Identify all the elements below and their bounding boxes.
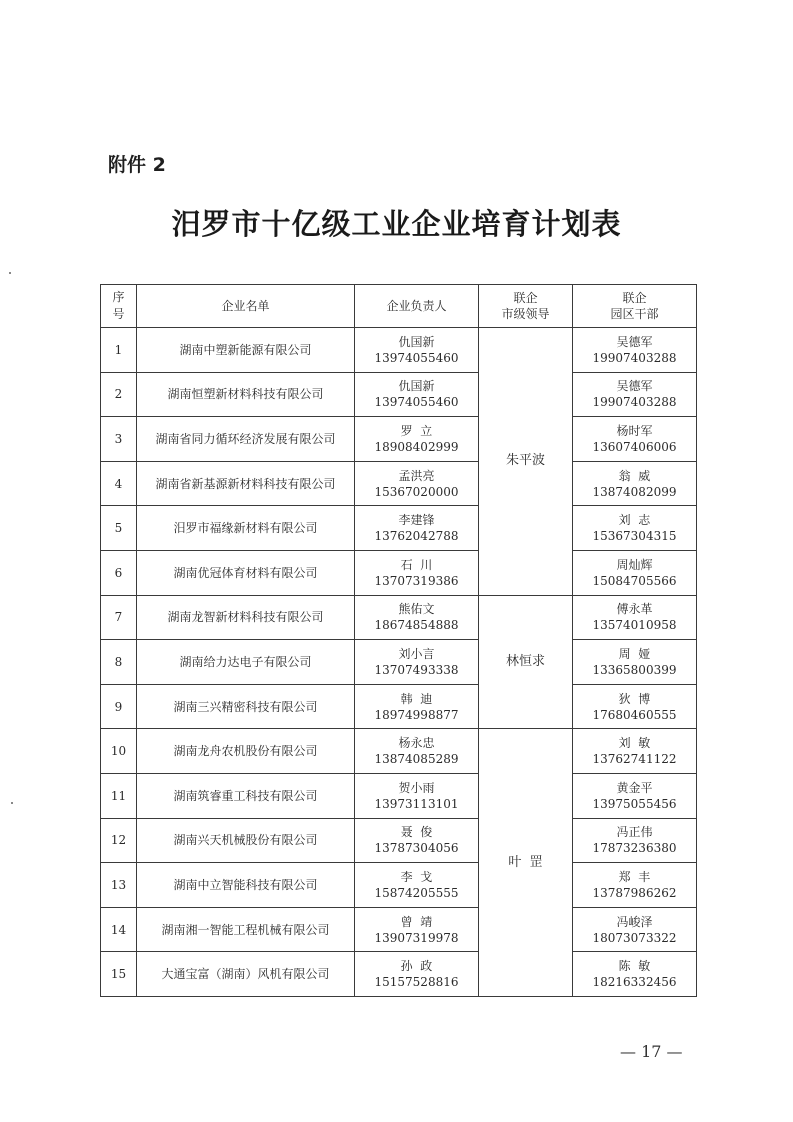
document-title: 汨罗市十亿级工业企业培育计划表 — [171, 207, 622, 241]
cadre-phone: 13574010958 — [592, 618, 677, 633]
company-head — [355, 461, 479, 506]
head-phone: 13707493338 — [374, 662, 459, 677]
row-number: 14 — [101, 907, 137, 952]
company-name: 湖南三兴精密科技有限公司 — [137, 684, 355, 729]
row-number: 10 — [101, 729, 137, 774]
company-head — [355, 729, 479, 774]
col-header-no — [101, 285, 137, 328]
park-cadre — [573, 417, 697, 462]
company-head — [355, 328, 479, 373]
park-cadre — [573, 684, 697, 729]
cadre-name: 冯峻泽 — [616, 914, 653, 929]
cadre-phone: 13762741122 — [592, 752, 677, 767]
head-phone: 13974055460 — [374, 350, 459, 365]
company-head — [355, 952, 479, 997]
table-body — [101, 328, 697, 997]
company-head — [355, 595, 479, 640]
row-number: 6 — [101, 550, 137, 595]
col-header-cadre-line1: 联企 — [622, 291, 647, 305]
city-leader: 林恒求 — [479, 595, 573, 729]
company-name: 湖南中塑新能源有限公司 — [137, 328, 355, 373]
head-name: 曾 靖 — [400, 914, 433, 929]
col-header-company: 企业名单 — [137, 285, 355, 328]
row-number: 8 — [101, 640, 137, 685]
company-head — [355, 506, 479, 551]
park-cadre — [573, 952, 697, 997]
cadre-phone: 13365800399 — [592, 662, 677, 677]
cadre-name: 郑 丰 — [618, 869, 651, 884]
company-head — [355, 907, 479, 952]
park-cadre — [573, 729, 697, 774]
head-phone: 13874085289 — [374, 752, 459, 767]
company-head — [355, 417, 479, 462]
col-header-leader-line2: 市级领导 — [501, 307, 550, 321]
cadre-name: 冯正伟 — [616, 825, 653, 840]
row-number: 12 — [101, 818, 137, 863]
head-name: 聂 俊 — [400, 825, 433, 840]
park-cadre — [573, 640, 697, 685]
cadre-phone: 13874082099 — [592, 484, 677, 499]
company-name: 湖南中立智能科技有限公司 — [137, 863, 355, 908]
company-name: 湖南优冠体育材料有限公司 — [137, 550, 355, 595]
head-name: 贺小雨 — [398, 780, 435, 795]
cadre-name: 杨时军 — [616, 423, 653, 438]
head-name: 仇国新 — [398, 334, 435, 349]
company-name: 湖南龙舟农机股份有限公司 — [137, 729, 355, 774]
row-number: 9 — [101, 684, 137, 729]
table-row — [101, 506, 697, 551]
company-head — [355, 550, 479, 595]
cadre-name: 刘 志 — [618, 513, 651, 528]
cadre-name: 傅永革 — [616, 602, 653, 617]
company-head — [355, 773, 479, 818]
head-name: 仇国新 — [398, 379, 435, 394]
company-head — [355, 818, 479, 863]
col-header-no-text: 序号 — [112, 290, 125, 321]
company-head — [355, 684, 479, 729]
scan-speck — [11, 802, 13, 804]
company-head — [355, 640, 479, 685]
cadre-phone: 17680460555 — [592, 707, 677, 722]
table-row — [101, 328, 697, 373]
cadre-phone: 17873236380 — [592, 841, 677, 856]
cadre-phone: 13607406006 — [592, 439, 677, 454]
row-number: 3 — [101, 417, 137, 462]
row-number: 15 — [101, 952, 137, 997]
city-leader: 朱平波 — [479, 328, 573, 596]
head-name: 熊佑文 — [398, 602, 435, 617]
table-row — [101, 595, 697, 640]
cadre-name: 周 娅 — [618, 646, 651, 661]
col-header-cadre-line2: 园区干部 — [610, 307, 659, 321]
park-cadre — [573, 506, 697, 551]
table-row — [101, 461, 697, 506]
row-number: 2 — [101, 372, 137, 417]
park-cadre — [573, 863, 697, 908]
table-header — [101, 285, 697, 328]
park-cadre — [573, 773, 697, 818]
cadre-phone: 13975055456 — [592, 796, 677, 811]
table-row — [101, 372, 697, 417]
cadre-name: 吴德军 — [616, 334, 653, 349]
table-row — [101, 952, 697, 997]
company-name: 湖南恒塑新材料科技有限公司 — [137, 372, 355, 417]
col-header-head: 企业负责人 — [355, 285, 479, 328]
attachment-label: 附件 2 — [108, 154, 166, 176]
table-row — [101, 907, 697, 952]
company-head — [355, 863, 479, 908]
plan-table — [100, 284, 697, 997]
head-phone: 13974055460 — [374, 395, 459, 410]
col-header-cadre — [573, 285, 697, 328]
company-name: 湖南省新基源新材料科技有限公司 — [137, 461, 355, 506]
cadre-name: 周灿辉 — [616, 557, 653, 572]
park-cadre — [573, 550, 697, 595]
page-number: — 17 — — [620, 1042, 683, 1061]
head-name: 刘小言 — [398, 646, 435, 661]
table-row — [101, 818, 697, 863]
head-phone: 15367020000 — [374, 484, 459, 499]
company-name: 汨罗市福缘新材料有限公司 — [137, 506, 355, 551]
cadre-name: 吴德军 — [616, 379, 653, 394]
park-cadre — [573, 328, 697, 373]
row-number: 5 — [101, 506, 137, 551]
company-name: 湖南给力达电子有限公司 — [137, 640, 355, 685]
company-head — [355, 372, 479, 417]
table-row — [101, 417, 697, 462]
company-name: 大通宝富（湖南）风机有限公司 — [137, 952, 355, 997]
cadre-phone: 15084705566 — [592, 573, 677, 588]
table-row — [101, 640, 697, 685]
company-name: 湖南省同力循环经济发展有限公司 — [137, 417, 355, 462]
head-phone: 18974998877 — [374, 707, 459, 722]
company-name: 湖南兴天机械股份有限公司 — [137, 818, 355, 863]
table-row — [101, 773, 697, 818]
scan-speck — [9, 272, 11, 274]
cadre-phone: 13787986262 — [592, 885, 677, 900]
company-name: 湖南筑睿重工科技有限公司 — [137, 773, 355, 818]
row-number: 1 — [101, 328, 137, 373]
head-phone: 15874205555 — [374, 885, 459, 900]
table-row — [101, 684, 697, 729]
head-name: 杨永忠 — [398, 736, 435, 751]
head-name: 孟洪亮 — [398, 468, 435, 483]
head-phone: 18674854888 — [374, 618, 459, 633]
city-leader: 叶 罡 — [479, 729, 573, 997]
row-number: 4 — [101, 461, 137, 506]
head-phone: 15157528816 — [374, 975, 459, 990]
cadre-phone: 19907403288 — [592, 350, 677, 365]
head-name: 孙 政 — [400, 959, 433, 974]
park-cadre — [573, 372, 697, 417]
table-row — [101, 863, 697, 908]
cadre-phone: 15367304315 — [592, 529, 677, 544]
col-header-leader — [479, 285, 573, 328]
cadre-name: 刘 敏 — [618, 736, 651, 751]
company-name: 湖南湘一智能工程机械有限公司 — [137, 907, 355, 952]
cadre-name: 狄 博 — [618, 691, 651, 706]
park-cadre — [573, 818, 697, 863]
table-row — [101, 729, 697, 774]
park-cadre — [573, 595, 697, 640]
head-phone: 13907319978 — [374, 930, 459, 945]
head-name: 李建锋 — [398, 513, 435, 528]
cadre-phone: 19907403288 — [592, 395, 677, 410]
row-number: 7 — [101, 595, 137, 640]
head-name: 罗 立 — [400, 423, 433, 438]
cadre-phone: 18073073322 — [592, 930, 677, 945]
table-row — [101, 550, 697, 595]
head-name: 石 川 — [400, 557, 433, 572]
head-name: 韩 迪 — [400, 691, 433, 706]
row-number: 11 — [101, 773, 137, 818]
row-number: 13 — [101, 863, 137, 908]
head-phone: 18908402999 — [374, 439, 459, 454]
cadre-name: 翁 威 — [618, 468, 651, 483]
company-name: 湖南龙智新材料科技有限公司 — [137, 595, 355, 640]
head-phone: 13707319386 — [374, 573, 459, 588]
park-cadre — [573, 907, 697, 952]
cadre-name: 陈 敏 — [618, 959, 651, 974]
head-phone: 13787304056 — [374, 841, 459, 856]
cadre-phone: 18216332456 — [592, 975, 677, 990]
head-name: 李 戈 — [400, 869, 433, 884]
col-header-leader-line1: 联企 — [513, 291, 538, 305]
cadre-name: 黄金平 — [616, 780, 653, 795]
head-phone: 13973113101 — [374, 796, 459, 811]
park-cadre — [573, 461, 697, 506]
head-phone: 13762042788 — [374, 529, 459, 544]
